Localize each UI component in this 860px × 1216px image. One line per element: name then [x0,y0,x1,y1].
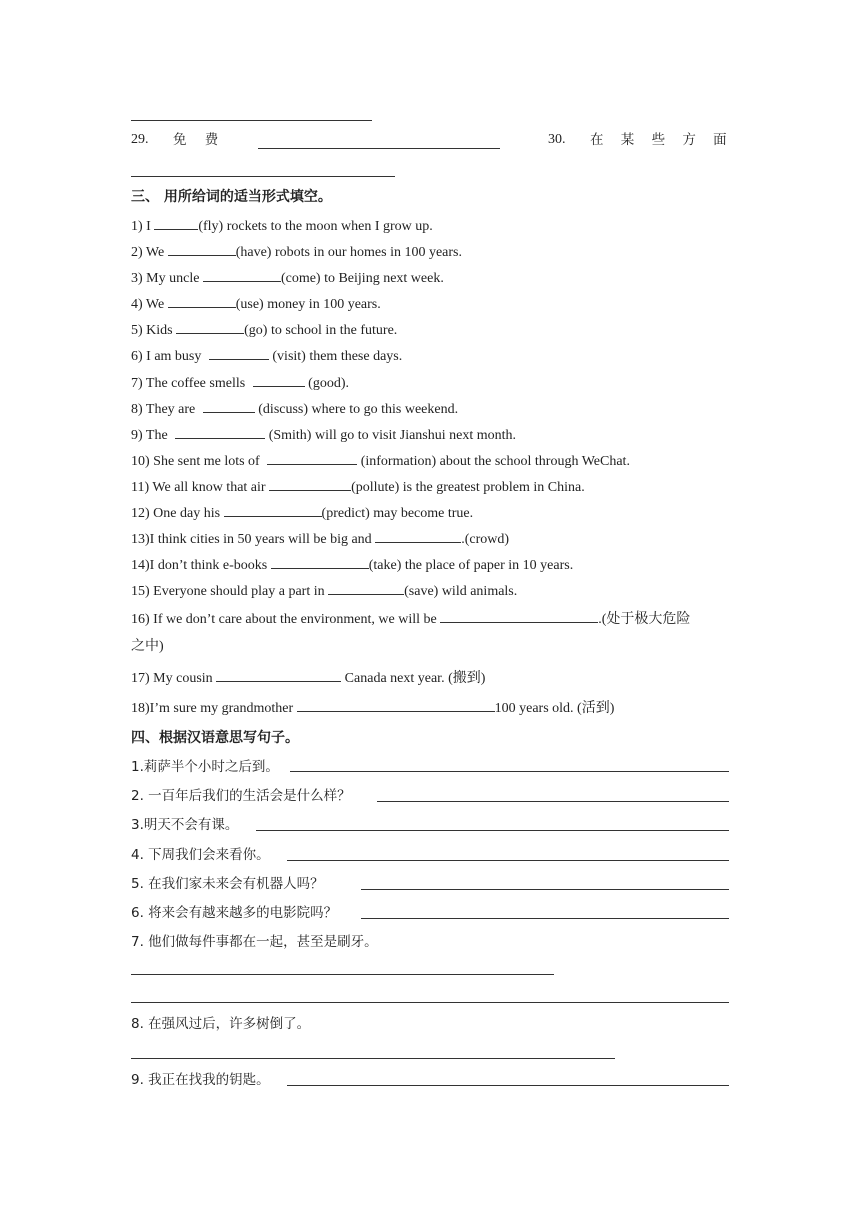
s3-item-8: 8) They are (discuss) where to go this weekend. [131,399,458,419]
s4-answer-7a[interactable] [131,974,554,975]
s4-item-3: 3.明天不会有课。 [131,817,239,833]
s3-item-17: 17) My cousin Canada next year. (搬到) [131,668,485,688]
s4-item-4: 4. 下周我们会来看你。 [131,847,270,863]
s3-item-1: 1) I (fly) rockets to the moon when I grow up. [131,216,433,236]
s3-item-10: 10) She sent me lots of (information) about the school through WeChat. [131,451,630,471]
s3-item-7: 7) The coffee smells (good). [131,373,349,393]
answer-line-29[interactable] [258,148,500,149]
s4-item-6: 6. 将来会有越来越多的电影院吗？ [131,905,338,921]
answer-line-28[interactable] [131,120,372,121]
s3-item-9: 9) The (Smith) will go to visit Jianshui next month. [131,425,516,445]
section4-heading: 四、根据汉语意思写句子。 [131,730,299,746]
s4-item-2: 2. 一百年后我们的生活会是什么样？ [131,788,351,804]
s3-item-6: 6) I am busy (visit) them these days. [131,346,402,366]
s3-item-4: 4) We (use) money in 100 years. [131,294,381,314]
s3-item-15: 15) Everyone should play a part in (save) wild animals. [131,581,517,601]
s4-answer-6[interactable] [361,918,729,919]
blank[interactable] [375,529,461,543]
q30-number: 30. [548,132,566,147]
s3-item-14: 14)I don’t think e-books (take) the place of paper in 10 years. [131,555,573,575]
s3-item-18: 18)I’m sure my grandmother 100 years old. (活到) [131,698,614,718]
blank[interactable] [176,320,244,334]
s4-answer-7b[interactable] [131,1002,729,1003]
blank[interactable] [269,477,351,491]
s4-answer-1[interactable] [290,771,729,772]
s3-item-16-cont: 之中) [131,639,164,654]
blank[interactable] [253,373,305,387]
blank[interactable] [209,346,269,360]
s3-item-13: 13)I think cities in 50 years will be big and .(crowd) [131,529,509,549]
q30-text: 在 某 些 方 面 [590,132,727,148]
blank[interactable] [168,242,236,256]
blank[interactable] [271,555,369,569]
blank[interactable] [328,581,404,595]
s3-item-2: 2) We (have) robots in our homes in 100 years. [131,242,462,262]
section3-heading: 三、 用所给词的适当形式填空。 [131,189,332,205]
s4-item-7: 7. 他们做每件事都在一起，甚至是刷牙。 [131,934,378,950]
blank[interactable] [203,399,255,413]
blank[interactable] [440,609,598,623]
s4-item-1: 1.莉萨半个小时之后到。 [131,759,279,775]
answer-line-30[interactable] [131,176,395,177]
s4-answer-8[interactable] [131,1058,615,1059]
blank[interactable] [154,216,198,230]
s4-answer-2[interactable] [377,801,729,802]
q29-number: 29. [131,132,149,147]
s4-answer-3[interactable] [256,830,729,831]
blank[interactable] [175,425,265,439]
s4-answer-5[interactable] [361,889,729,890]
s3-item-12: 12) One day his (predict) may become true. [131,503,473,523]
s4-item-8: 8. 在强风过后，许多树倒了。 [131,1016,311,1032]
blank[interactable] [168,294,236,308]
blank[interactable] [224,503,322,517]
s4-answer-4[interactable] [287,860,729,861]
s4-item-9: 9. 我正在找我的钥匙。 [131,1072,270,1088]
q29-text: 免 费 [173,132,219,148]
blank[interactable] [203,268,281,282]
blank[interactable] [297,698,495,712]
s4-answer-9[interactable] [287,1085,729,1086]
blank[interactable] [216,668,341,682]
blank[interactable] [267,451,357,465]
s3-item-16: 16) If we don’t care about the environment, we will be .(处于极大危险 [131,609,690,629]
s3-item-3: 3) My uncle (come) to Beijing next week. [131,268,444,288]
s3-item-11: 11) We all know that air (pollute) is the greatest problem in China. [131,477,585,497]
s3-item-5: 5) Kids (go) to school in the future. [131,320,397,340]
s4-item-5: 5. 在我们家未来会有机器人吗？ [131,876,324,892]
